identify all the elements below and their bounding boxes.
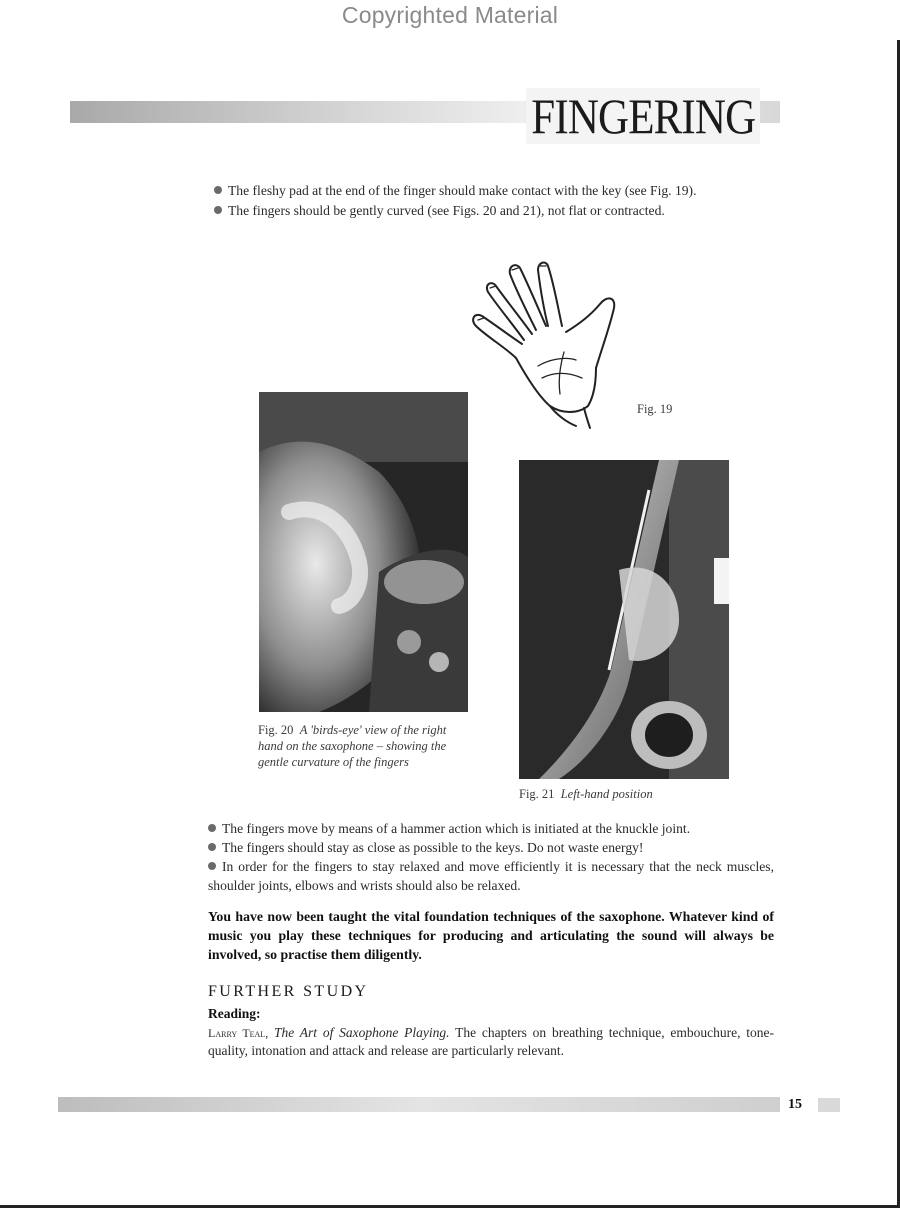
copyright-watermark: Copyrighted Material (341, 2, 559, 28)
fig20-caption: Fig. 20 A 'birds-eye' view of the right hand on the saxophone – showing the gentle curvature of the fingers (258, 723, 447, 769)
fig21-photo-art (519, 460, 729, 779)
footer-bar (58, 1097, 780, 1112)
bullet-icon (208, 824, 216, 832)
list-item: The fingers should be gently curved (see Figs. 20 and 21), not flat or contracted. (214, 201, 781, 220)
fig21-caption: Fig. 21 Left-hand position (519, 787, 653, 801)
reading-description: The chapters on breathing technique, embouchure, tone-quality, intonation and attack and release are particularly relevant. (208, 1025, 775, 1058)
fig20-photo-art (259, 392, 468, 712)
hand-illustration (466, 256, 636, 436)
further-study-heading: FURTHER STUDY (208, 983, 369, 1000)
bullet-icon (208, 843, 216, 851)
footer-tab (818, 1098, 840, 1112)
bullet-icon (208, 862, 216, 870)
summary-paragraph: You have now been taught the vital foundation techniques of the saxophone. Whatever kind of music you play these techniques for producing and articulating the sound will always be involved, so practise them diligently. (208, 909, 774, 962)
technique-bullet-list (208, 819, 774, 895)
bullet-icon (214, 206, 222, 214)
reading-entry (208, 1024, 774, 1060)
intro-bullet-list (214, 181, 781, 220)
bullet-icon (214, 186, 222, 194)
list-item: The fleshy pad at the end of the finger should make contact with the key (see Fig. 19). (214, 181, 781, 200)
fig20-photo (259, 392, 468, 712)
reading-author: Larry Teal, (208, 1026, 269, 1040)
list-item: The fingers move by means of a hammer action which is initiated at the knuckle joint. (208, 819, 774, 838)
reading-label: Reading: (208, 1006, 261, 1021)
list-item: In order for the fingers to stay relaxed and move efficiently it is necessary that the neck muscles, shoulder joints, elbows and wrists should also be relaxed. (208, 859, 774, 893)
fig21-photo (519, 460, 729, 779)
page-number: 15 (788, 1097, 802, 1112)
reading-book-title: The Art of Saxophone Playing. (274, 1025, 450, 1040)
list-item: The fingers should stay as close as possible to the keys. Do not waste energy! (208, 838, 774, 857)
page-title: FINGERING (526, 88, 760, 144)
fig19-caption: Fig. 19 (637, 402, 673, 416)
